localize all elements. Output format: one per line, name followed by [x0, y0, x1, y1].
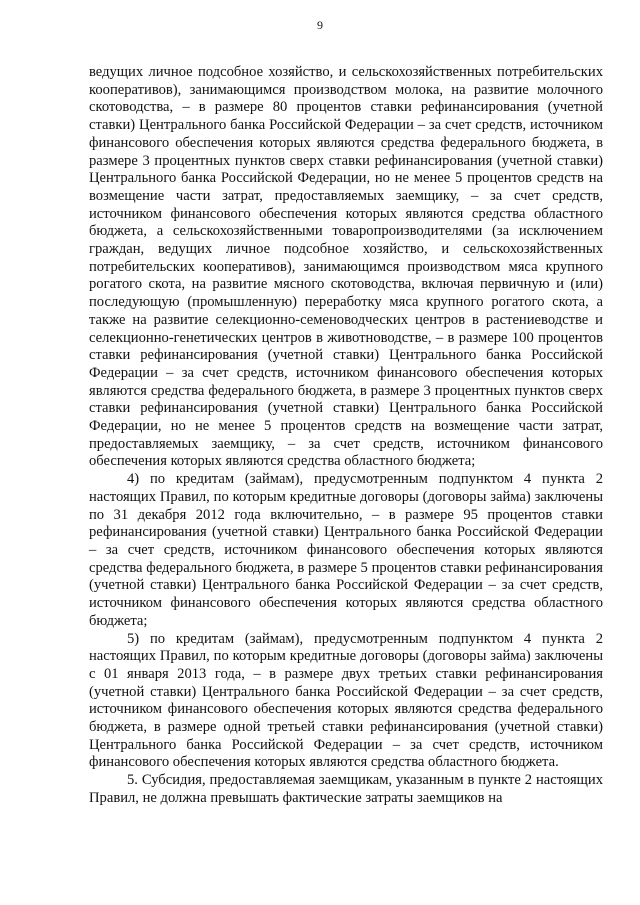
paragraph-item-5: 5) по кредитам (займам), предусмотренным подпунктом 4 пункта 2 настоящих Правил, по которым кредитные договоры (договоры займа) заключены с 01 января 2013 года, – в размере двух третьих ставки рефинансирования (учетной ставки) Центрального банка Российской Федерации – за счет средств, источником финансового обеспечения которых являются средства федерального бюджета, в размере одной третьей ставки рефинансирования (учетной ставки) Центрального банка Российской Федерации – за счет средств, источником финансового обеспечения которых являются средства областного бюджета.	[89, 630, 603, 771]
paragraph-item-4: 4) по кредитам (займам), предусмотренным подпунктом 4 пункта 2 настоящих Правил, по которым кредитные договоры (договоры займа) заключены по 31 декабря 2012 года включительно, – в размере 95 процентов ставки рефинансирования (учетной ставки) Центрального банка Российской Федерации – за счет средств, источником финансового обеспечения которых являются средства федерального бюджета, в размере 5 процентов ставки рефинансирования (учетной ставки) Центрального банка Российской Федерации – за счет средств, источником финансового обеспечения которых являются средства областного бюджета;	[89, 471, 603, 629]
document-body	[89, 64, 603, 808]
page-number: 9	[317, 18, 323, 32]
paragraph-continuation: ведущих личное подсобное хозяйство, и сельскохозяйственных потребительских кооперативов), занимающимся производством молока, на развитие молочного скотоводства, – в размере 80 процентов ставки рефинансирования (учетной ставки) Центрального банка Российской Федерации – за счет средств, источником финансового обеспечения которых являются средства федерального бюджета, в размере 3 процентных пунктов сверх ставки рефинансирования (учетной ставки) Центрального банка Российской Федерации, но не менее 5 процентов средств на возмещение части затрат, предоставляемых заемщику, – за счет средств, источником финансового обеспечения которых являются средства областного бюджета, а сельскохозяйственными товаропроизводителями (за исключением граждан, ведущих личное подсобное хозяйство, и сельскохозяйственных потребительских кооперативов), занимающимся производством мяса крупного рогатого скота, на развитие мясного скотоводства, включая первичную и (или) последующую (промышленную) переработку мяса крупного рогатого скота, а также на развитие селекционно-семеноводческих центров в растениеводстве и селекционно-генетических центров в животноводстве, – в размере 100 процентов ставки рефинансирования (учетной ставки) Центрального банка Российской Федерации – за счет средств, источником финансового обеспечения которых являются средства федерального бюджета, в размере 3 процентных пунктов сверх ставки рефинансирования (учетной ставки) Центрального банка Российской Федерации, но не менее 5 процентов средств на возмещение части затрат, предоставляемых заемщику, – за счет средств, источником финансового обеспечения которых являются средства областного бюджета;	[89, 64, 603, 470]
paragraph-section-5: 5. Субсидия, предоставляемая заемщикам, указанным в пункте 2 настоящих Правил, не должна превышать фактические затраты заемщиков на	[89, 772, 603, 806]
